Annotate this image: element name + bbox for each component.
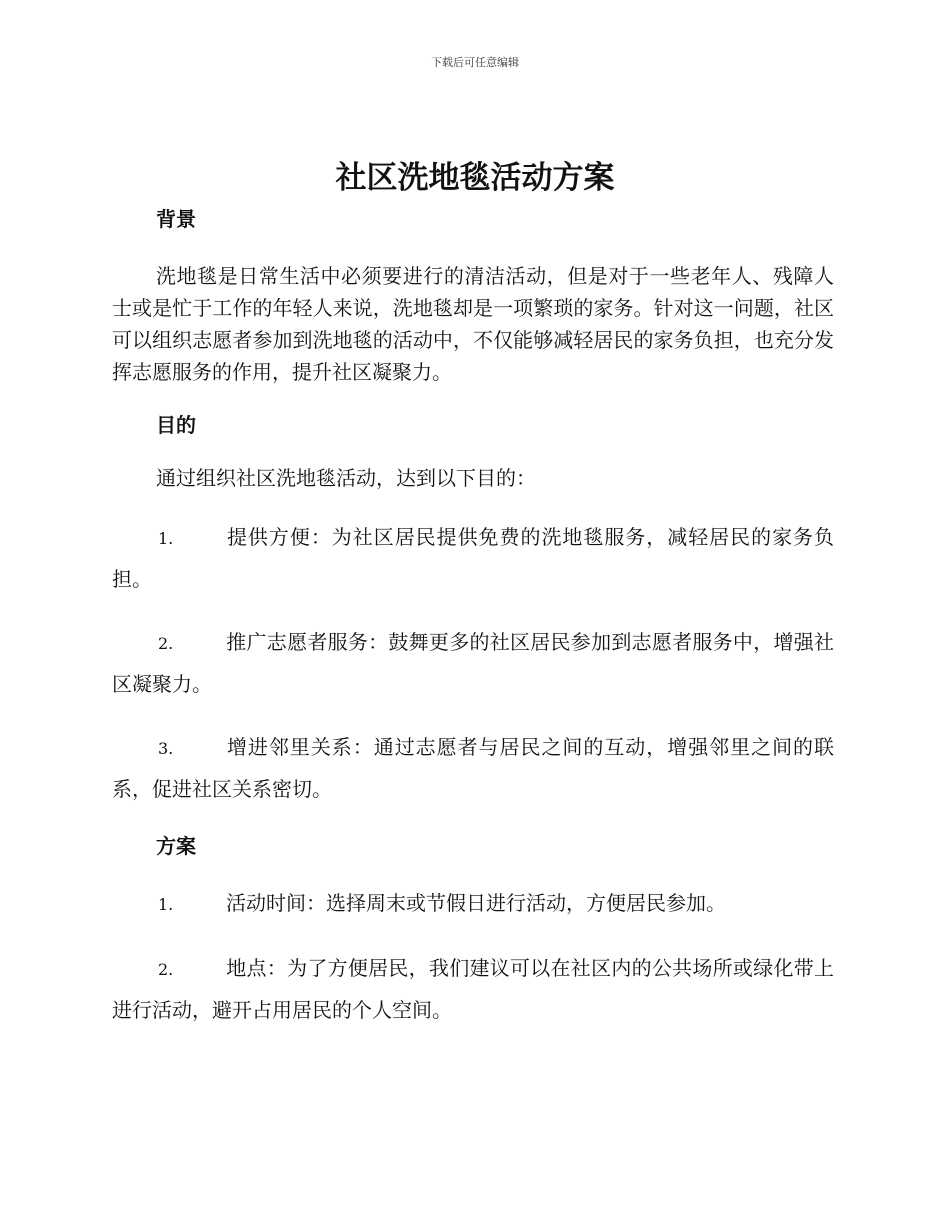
section-heading-plan: 方案 <box>156 834 196 858</box>
list-number: 3. <box>158 739 174 758</box>
purpose-list-item <box>112 517 834 599</box>
list-number: 1. <box>158 529 174 548</box>
list-text: 推广志愿者服务：鼓舞更多的社区居民参加到志愿者服务中，增强社区凝聚力。 <box>112 630 834 696</box>
purpose-intro: 通过组织社区洗地毯活动，达到以下目的： <box>156 466 536 490</box>
purpose-list-item <box>112 727 834 809</box>
list-text: 提供方便：为社区居民提供免费的洗地毯服务，减轻居民的家务负担。 <box>112 525 834 591</box>
list-number: 2. <box>158 634 174 653</box>
document-title: 社区洗地毯活动方案 <box>335 160 615 196</box>
list-text: 地点：为了方便居民，我们建议可以在社区内的公共场所或绿化带上进行活动，避开占用居民的个人空间。 <box>112 956 834 1022</box>
section-heading-background: 背景 <box>156 207 196 231</box>
plan-list-item <box>112 948 834 1030</box>
list-number: 1. <box>158 895 174 914</box>
background-paragraph: 洗地毯是日常生活中必须要进行的清洁活动，但是对于一些老年人、残障人士或是忙于工作的年轻人来说，洗地毯却是一项繁琐的家务。针对这一问题，社区可以组织志愿者参加到洗地毯的活动中，不仅能够减轻居民的家务负担，也充分发挥志愿服务的作用，提升社区凝聚力。 <box>112 264 834 384</box>
document-body <box>112 203 834 1030</box>
purpose-list-item <box>112 622 834 704</box>
plan-list-item <box>112 883 834 925</box>
section-heading-purpose: 目的 <box>156 413 196 437</box>
list-number: 2. <box>158 960 174 979</box>
header-note: 下载后可任意编辑 <box>431 56 519 69</box>
list-text: 活动时间：选择周末或节假日进行活动，方便居民参加。 <box>226 891 726 915</box>
list-text: 增进邻里关系：通过志愿者与居民之间的互动，增强邻里之间的联系，促进社区关系密切。 <box>112 735 834 801</box>
